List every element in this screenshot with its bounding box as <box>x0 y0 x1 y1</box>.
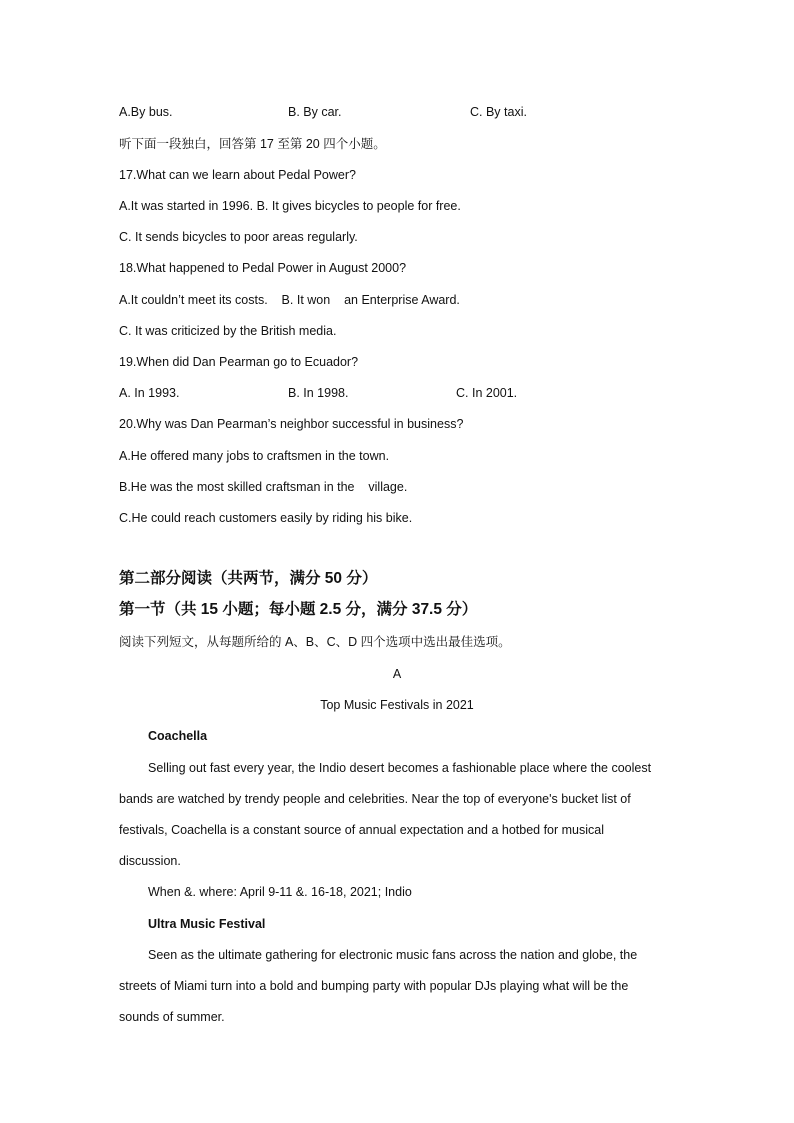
q19-option-a: A. In 1993. <box>119 386 180 400</box>
q17-options-line1: A.It was started in 1996. B. It gives bicycles to people for free. <box>119 199 461 213</box>
coachella-when-where: When &. where: April 9-11 &. 16-18, 2021; Indio <box>148 885 412 899</box>
reading-part-title: 第二部分阅读（共两节，满分 50 分） <box>119 570 378 587</box>
coachella-heading: Coachella <box>148 729 208 743</box>
q20-option-c: C.He could reach customers easily by riding his bike. <box>119 511 413 525</box>
passage-title: Top Music Festivals in 2021 <box>320 698 474 712</box>
coachella-line: bands are watched by trendy people and celebrities. Near the top of everyone's bucket list of <box>119 792 631 806</box>
q16-option-b: B. By car. <box>288 105 342 119</box>
reading-section-title: 第一节（共 15 小题；每小题 2.5 分，满分 37.5 分） <box>119 601 478 618</box>
q17-stem: 17.What can we learn about Pedal Power? <box>119 168 356 182</box>
q18-options-line1: A.It couldn’t meet its costs. B. It won an Enterprise Award. <box>119 293 460 307</box>
coachella-line: Selling out fast every year, the Indio desert becomes a fashionable place where the coolest <box>148 761 652 775</box>
ultra-line: streets of Miami turn into a bold and bumping party with popular DJs playing what will be the <box>119 979 629 993</box>
ultra-line: sounds of summer. <box>119 1010 225 1024</box>
listening-instruction: 听下面一段独白，回答第 17 至第 20 四个小题。 <box>119 137 386 151</box>
q17-options-line2: C. It sends bicycles to poor areas regularly. <box>119 230 358 244</box>
reading-instruction: 阅读下列短文，从每题所给的 A、B、C、D 四个选项中选出最佳选项。 <box>119 635 511 649</box>
q16-option-a: A.By bus. <box>119 105 173 119</box>
q20-option-a: A.He offered many jobs to craftsmen in the town. <box>119 449 390 463</box>
q19-stem: 19.When did Dan Pearman go to Ecuador? <box>119 355 359 369</box>
passage-letter: A <box>392 667 402 681</box>
coachella-line: discussion. <box>119 854 181 868</box>
q19-option-c: C. In 2001. <box>456 386 518 400</box>
q20-option-b: B.He was the most skilled craftsman in the village. <box>119 480 408 494</box>
ultra-line: Seen as the ultimate gathering for electronic music fans across the nation and globe, the <box>148 948 638 962</box>
q19-option-b: B. In 1998. <box>288 386 349 400</box>
coachella-line: festivals, Coachella is a constant source of annual expectation and a hotbed for musical <box>119 823 605 837</box>
q18-stem: 18.What happened to Pedal Power in August 2000? <box>119 261 407 275</box>
q18-options-line2: C. It was criticized by the British media. <box>119 324 337 338</box>
q16-option-c: C. By taxi. <box>470 105 527 119</box>
q20-stem: 20.Why was Dan Pearman’s neighbor successful in business? <box>119 417 464 431</box>
ultra-heading: Ultra Music Festival <box>148 917 266 931</box>
